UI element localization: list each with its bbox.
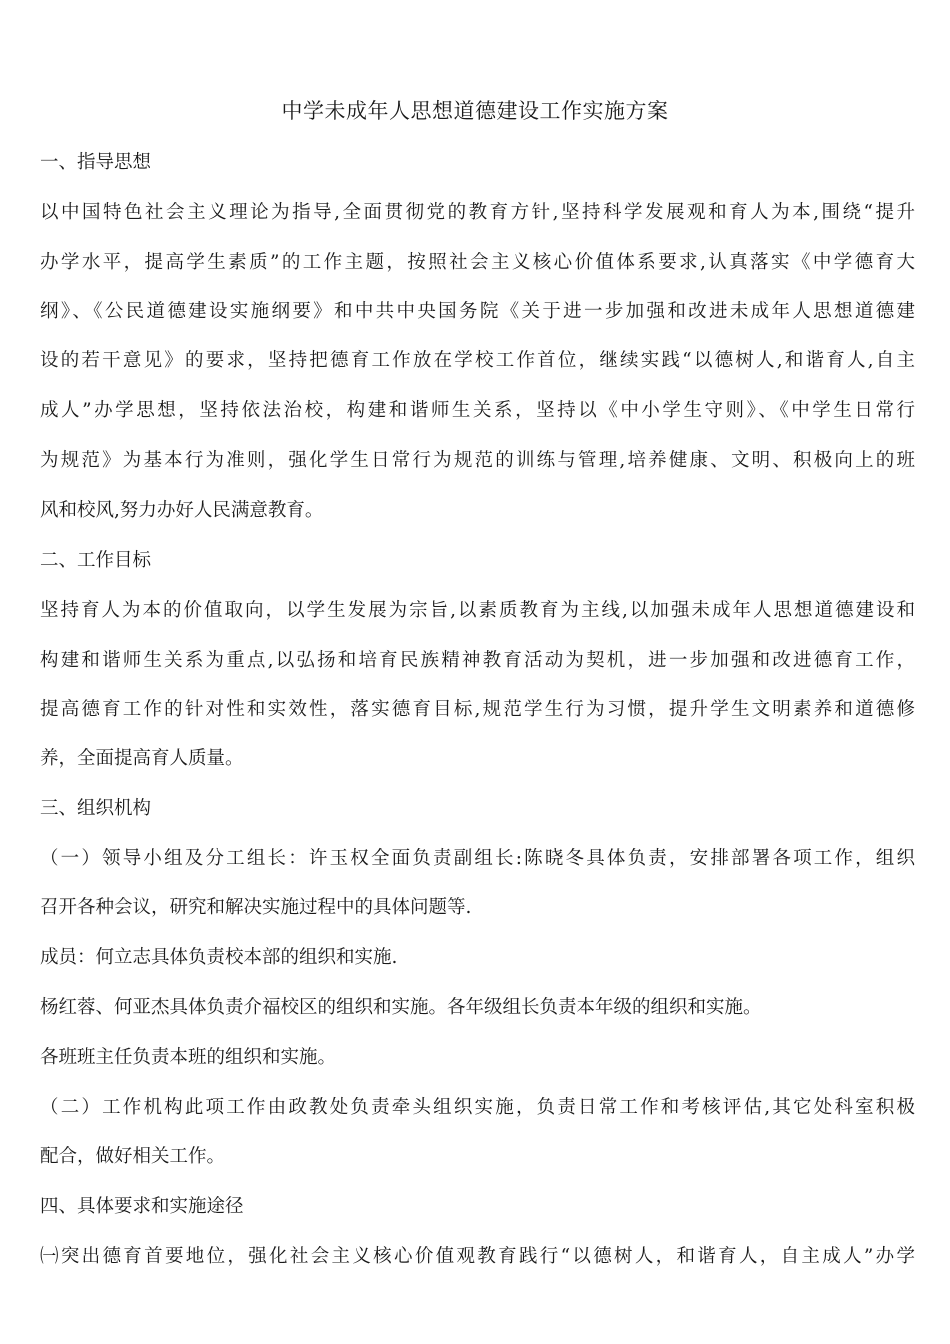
paragraph-line: 为规范》为基本行为准则，强化学生日常行为规范的训练与管理,培养健康、文明、积极向上的班	[40, 450, 915, 471]
paragraph-line: 坚持育人为本的价值取向，以学生发展为宗旨,以素质教育为主线,以加强未成年人思想道德建设和	[40, 600, 915, 621]
paragraph-line: 风和校风,努力办好人民满意教育。	[40, 500, 324, 521]
paragraph-line: 办学水平，提高学生素质”的工作主题，按照社会主义核心价值体系要求,认真落实《中学德育大	[40, 252, 915, 273]
paragraph-line: 成员：何立志具体负责校本部的组织和实施.	[40, 947, 398, 968]
paragraph-line: 纲》、《公民道德建设实施纲要》和中共中央国务院《关于进一步加强和改进未成年人思想道德建	[40, 301, 915, 322]
paragraph-line: 构建和谐师生关系为重点,以弘扬和培育民族精神教育活动为契机，进一步加强和改进德育工作，	[40, 650, 915, 671]
section-heading-work-goals: 二、工作目标	[40, 550, 152, 571]
paragraph-line: 成人”办学思想，坚持依法治校，构建和谐师生关系，坚持以《中小学生守则》、《中学生日常行	[40, 400, 915, 421]
paragraph-line: 养，全面提高育人质量。	[40, 748, 244, 769]
paragraph-line: 配合，做好相关工作。	[40, 1146, 226, 1167]
section-heading-organization: 三、组织机构	[40, 798, 152, 819]
paragraph-line: （二）工作机构此项工作由政教处负责牵头组织实施，负责日常工作和考核评估,其它处科室积极	[40, 1097, 915, 1118]
section-heading-requirements: 四、具体要求和实施途径	[40, 1196, 244, 1217]
document-title: 中学未成年人思想道德建设工作实施方案	[281, 99, 669, 123]
paragraph-line: 召开各种会议，研究和解决实施过程中的具体问题等.	[40, 897, 472, 918]
paragraph-line: （一）领导小组及分工组长：许玉权全面负责副组长:陈晓冬具体负责，安排部署各项工作，组织	[40, 848, 915, 869]
paragraph-line: ㈠突出德育首要地位，强化社会主义核心价值观教育践行“以德树人，和谐育人，自主成人”办学	[40, 1246, 915, 1267]
paragraph-line: 设的若干意见》的要求，坚持把德育工作放在学校工作首位，继续实践“以德树人,和谐育人,自主	[40, 350, 915, 371]
paragraph-line: 提高德育工作的针对性和实效性，落实德育目标,规范学生行为习惯，提升学生文明素养和道德修	[40, 699, 915, 720]
paragraph-line: 以中国特色社会主义理论为指导,全面贯彻党的教育方针,坚持科学发展观和育人为本,围绕“提升	[40, 202, 915, 223]
section-heading-guiding-ideology: 一、指导思想	[40, 152, 152, 173]
paragraph-line: 杨红蓉、何亚杰具体负责介福校区的组织和实施。各年级组长负责本年级的组织和实施。	[40, 997, 762, 1018]
paragraph-line: 各班班主任负责本班的组织和实施。	[40, 1047, 337, 1068]
